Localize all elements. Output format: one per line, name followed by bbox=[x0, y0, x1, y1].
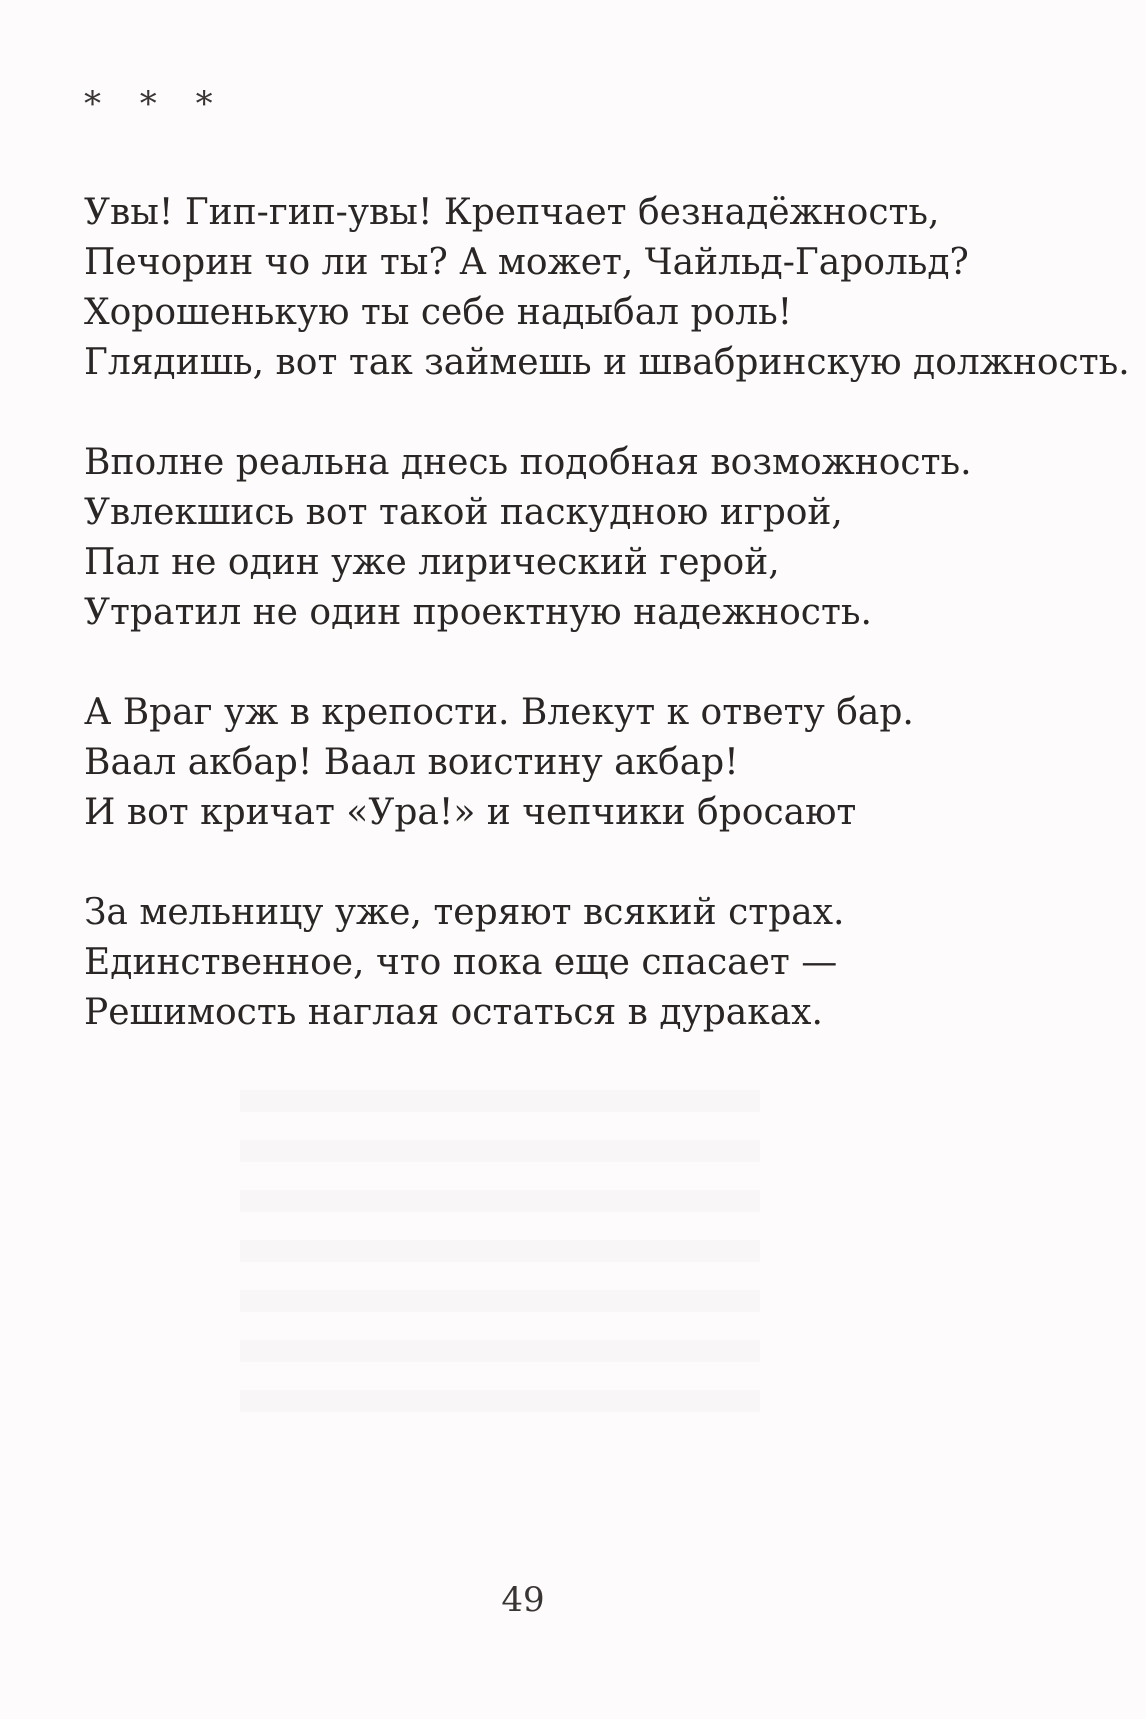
show-through-texture bbox=[240, 1090, 760, 1420]
stanza-3 bbox=[84, 688, 1084, 838]
poem-line: Единственное, что пока еще спасает — bbox=[84, 942, 838, 983]
poem-line: Ваал акбар! Ваал воистину акбар! bbox=[84, 742, 739, 783]
stanza-1 bbox=[84, 188, 1130, 388]
poem-line: А Враг уж в крепости. Влекут к ответу бар. bbox=[84, 692, 914, 733]
section-ornament: * * * bbox=[84, 84, 227, 124]
poem-line: Печорин чо ли ты? А может, Чайльд-Гарольд? bbox=[84, 242, 969, 283]
poem bbox=[84, 188, 1130, 1088]
poem-line: Глядишь, вот так займешь и швабринскую должность. bbox=[84, 342, 1130, 383]
poem-line: Решимость наглая остаться в дураках. bbox=[84, 992, 823, 1033]
stanza-4 bbox=[84, 888, 1084, 1038]
stanza-2 bbox=[84, 438, 1084, 638]
page-number: 49 bbox=[501, 1580, 545, 1620]
poem-line: Увлекшись вот такой паскудною игрой, bbox=[84, 492, 843, 533]
poem-line: Пал не один уже лирический герой, bbox=[84, 542, 780, 583]
poem-line: Хорошенькую ты себе надыбал роль! bbox=[84, 292, 793, 333]
poem-line: Утратил не один проектную надежность. bbox=[84, 592, 872, 633]
poem-line: И вот кричат «Ура!» и чепчики бросают bbox=[84, 792, 857, 833]
poem-line: Увы! Гип-гип-увы! Крепчает безнадёжность, bbox=[84, 192, 940, 233]
poem-line: Вполне реальна днесь подобная возможность. bbox=[84, 442, 972, 483]
poem-line: За мельницу уже, теряют всякий страх. bbox=[84, 892, 845, 933]
